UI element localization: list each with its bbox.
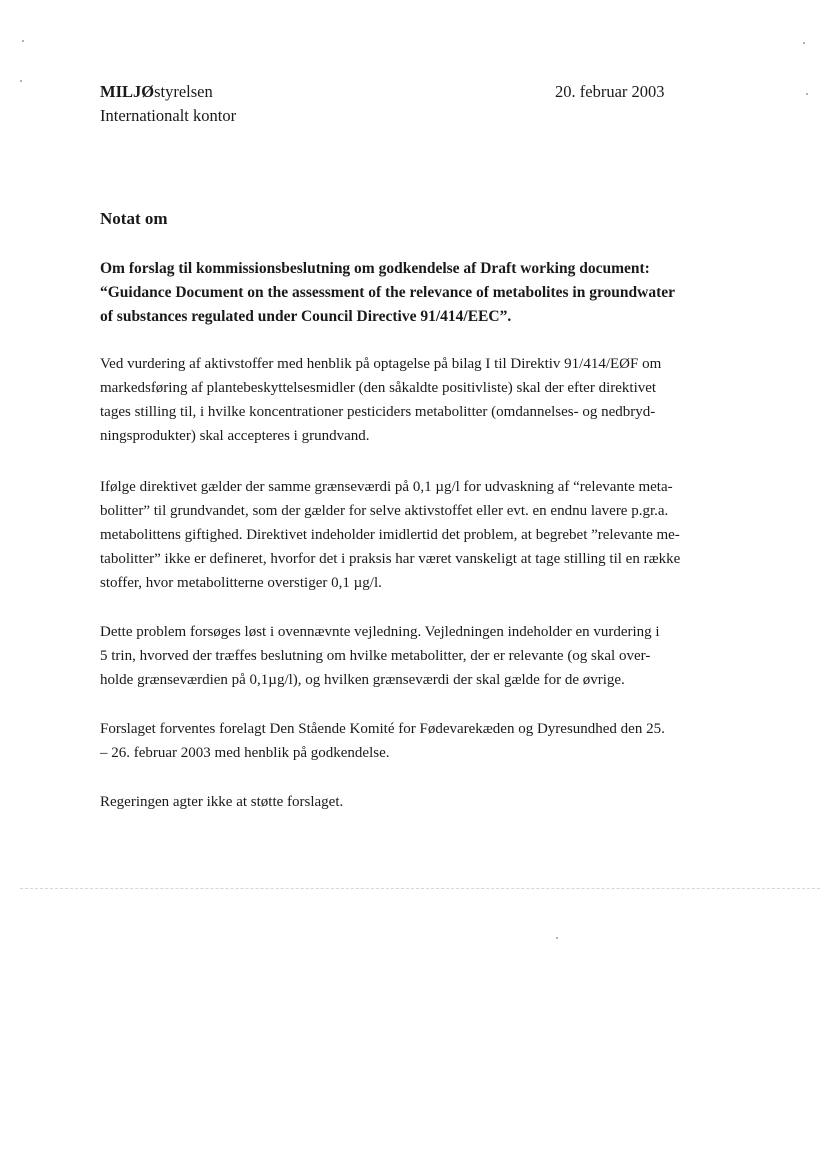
- paragraph-line: Forslaget forventes forelagt Den Stående Komité for Fødevarekæden og Dyresundhed den 25.: [100, 721, 665, 737]
- paragraph-line: Ifølge direktivet gælder der samme grænseværdi på 0,1 µg/l for udvaskning af “relevante meta-: [100, 479, 673, 495]
- subject-line: “Guidance Document on the assessment of the relevance of metabolites in groundwater: [100, 284, 676, 301]
- subject-line: Om forslag til kommissionsbeslutning om godkendelse af Draft working document:: [100, 260, 650, 277]
- paragraph-line: Regeringen agter ikke at støtte forslaget.: [100, 794, 344, 810]
- paragraph-line: Ved vurdering af aktivstoffer med henblik på optagelse på bilag I til Direktiv 91/414/EØF om: [100, 356, 662, 372]
- paragraph-line: – 26. februar 2003 med henblik på godkendelse.: [100, 745, 390, 761]
- paragraph-line: metabolittens giftighed. Direktivet indeholder imidlertid det problem, at begrebet ”relevante me-: [100, 527, 680, 543]
- agency-brand: MILJØ: [100, 82, 155, 101]
- sender-block: [100, 80, 236, 128]
- scan-speck: [22, 40, 24, 42]
- paragraph-line: stoffer, hvor metabolitterne overstiger 0,1 µg/l.: [100, 575, 382, 591]
- paragraph-line: holde grænseværdien på 0,1µg/l), og hvilken grænseværdi der skal gælde for de øvrige.: [100, 672, 625, 688]
- agency-name: [100, 80, 236, 104]
- paragraph-line: Dette problem forsøges løst i ovennævnte vejledning. Vejledningen indeholder en vurdering i: [100, 624, 660, 640]
- department-name: Internationalt kontor: [100, 106, 237, 125]
- paragraph-evaluation: [100, 352, 740, 448]
- document-date: 20. februar 2003: [555, 82, 665, 101]
- subject-block: [100, 257, 740, 329]
- scan-fold-line: [20, 888, 820, 889]
- paragraph-line: tabolitter” ikke er defineret, hvorfor det i praksis har været vanskeligt at tage stilling til en række: [100, 551, 681, 567]
- paragraph-line: bolitter” til grundvandet, som der gælder for selve aktivstoffet eller evt. en endnu lavere p.gr.a.: [100, 503, 669, 519]
- scan-speck: [803, 42, 805, 44]
- paragraph-guidance: [100, 620, 740, 692]
- scan-speck: [20, 80, 22, 82]
- scan-speck: [806, 93, 808, 95]
- paragraph-committee: [100, 717, 740, 765]
- paragraph-government-position: [100, 790, 740, 814]
- paragraph-line: 5 trin, hvorved der træffes beslutning om hvilke metabolitter, der er relevante (og skal over-: [100, 648, 651, 664]
- document-heading: Notat om: [100, 209, 168, 228]
- paragraph-line: tages stilling til, i hvilke koncentrationer pesticiders metabolitter (omdannelses- og nedbryd-: [100, 404, 656, 420]
- subject-line: of substances regulated under Council Directive 91/414/EEC”.: [100, 308, 512, 325]
- agency-brand-rest: styrelsen: [154, 82, 213, 101]
- paragraph-line: ningsprodukter) skal accepteres i grundvand.: [100, 428, 370, 444]
- paragraph-limit-value: [100, 475, 740, 595]
- paragraph-line: markedsføring af plantebeskyttelsesmidler (den såkaldte positivliste) skal der efter direktivet: [100, 380, 657, 396]
- scan-speck: [556, 937, 558, 939]
